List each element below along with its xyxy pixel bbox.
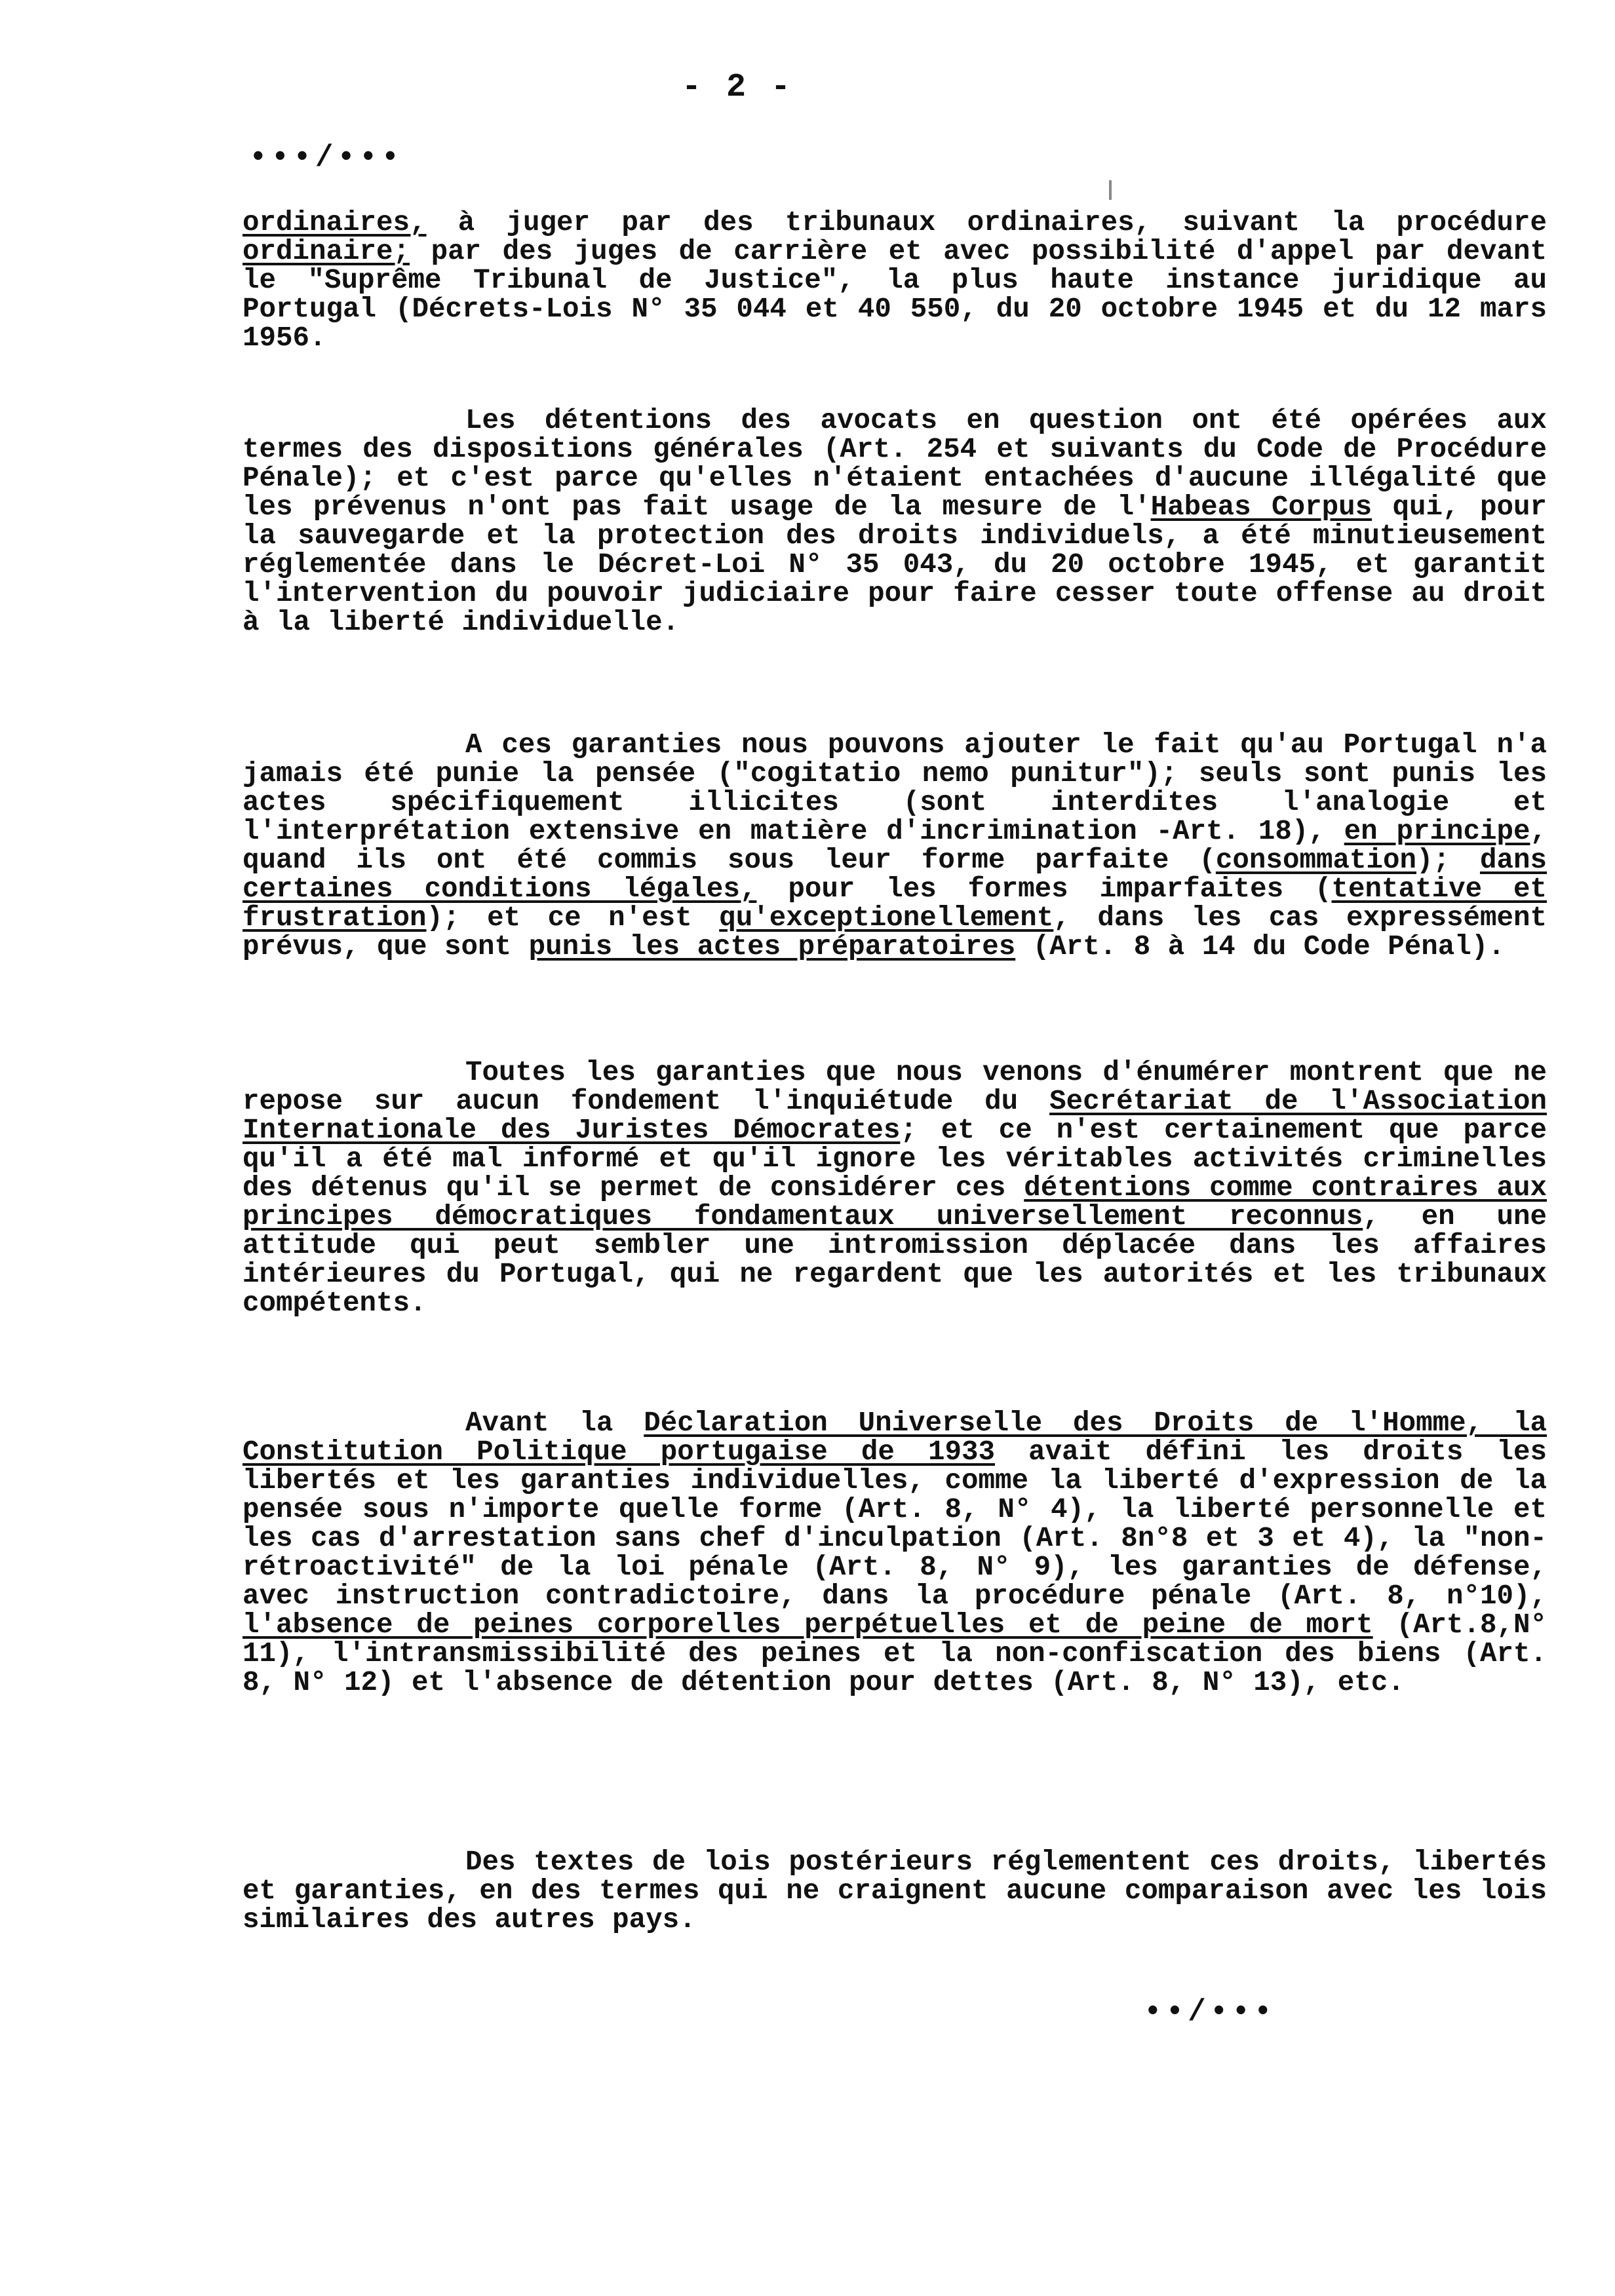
paragraph-text: (Art.8,N° 11), l'intransmissibilité des peines et la non-confiscation des biens (Art. 8, N° 12) et l'absence de détention pour dettes (Art. 8, N° 13), etc. (243, 1609, 1547, 1698)
paragraph-1 (243, 208, 1547, 353)
underlined-text: Déclaration Universelle des Droits de l'Homme, la Constitution Politique portugaise de 1933 (243, 1407, 1547, 1468)
paragraph-text: avait défini les droits les libertés et les garanties individuelles, comme la liberté d'expression de la pensée sous n'importe quelle forme (Art. 8, N° 4), la liberté personnelle et les cas d'arrestation sans chef d'inculpation (Art. 8n°8 et 3 et 4), la "non-rétroactivité" de la loi pénale (Art. 8, N° 9), les garanties de défense, avec instruction contradictoire, dans la procédure pénale (Art. 8, n°10), (243, 1436, 1547, 1612)
continuation-mark-top: •••/••• (249, 141, 404, 175)
underlined-text: ordinaires, (243, 207, 427, 239)
paragraph-text: Des textes de lois postérieurs réglementent ces droits, libertés et garanties, en des termes qui ne craignent aucune comparaison avec les lois similaires des autres pays. (243, 1846, 1547, 1936)
underlined-text: dans certaines conditions légales, (243, 845, 1547, 905)
paragraph-text: Avant la (465, 1407, 644, 1439)
paragraph-5 (243, 1409, 1547, 1697)
paragraph-text: qui, pour la sauvegarde et la protection des droits individuels, a été minutieusement réglementée dans le Décret-Loi N° 35 043, du 20 octobre 1945, et garantit l'intervention du pouvoir judiciaire pour faire cesser toute offense au droit à la liberté individuelle. (243, 491, 1547, 638)
underlined-text: ordinaire; (243, 236, 410, 267)
underlined-text: l'absence de peines corporelles perpétuelles et de peine de mort (243, 1609, 1373, 1641)
paragraph-text: à juger par des tribunaux ordinaires, suivant la procédure (426, 207, 1547, 239)
underlined-text: détentions comme contraires aux principes démocratiques fondamentaux universellement reconnus (243, 1172, 1547, 1233)
paragraph-text: ); (1416, 845, 1480, 876)
underlined-text: punis les actes préparatoires (528, 931, 1016, 963)
paragraph-text: , en une attitude qui peut sembler une intromission déplacée dans les affaires intérieures du Portugal, qui ne regardent que les autorités et les tribunaux compétents. (243, 1201, 1547, 1319)
paragraph-text: , quand ils ont été commis sous leur forme parfaite ( (243, 816, 1547, 876)
underlined-text: Habeas Corpus (1150, 491, 1372, 523)
underlined-text: en principe (1344, 816, 1530, 847)
paragraph-2 (243, 406, 1547, 637)
continuation-mark-bottom: ••/••• (1144, 1995, 1276, 2029)
underlined-text: Secrétariat de l'Association Internationale des Juristes Démocrates (243, 1086, 1547, 1146)
underlined-text: qu'exceptionellement (719, 902, 1054, 934)
paragraph-text: (Art. 8 à 14 du Code Pénal). (1015, 931, 1505, 963)
underlined-text: tentative et frustration (243, 873, 1547, 934)
paragraph-4 (243, 1058, 1547, 1318)
paragraph-text: Toutes les garanties que nous venons d'énumérer montrent que ne repose sur aucun fondement l'inquiétude du (243, 1057, 1547, 1117)
paragraph-text: par des juges de carrière et avec possibilité d'appel par devant le "Suprême Tribunal de Justice", la plus haute instance juridique au Portugal (Décrets-Lois N° 35 044 et 40 550, du 20 octobre 1945 et du 12 mars 1956. (243, 236, 1547, 354)
paragraph-text: ); et ce n'est (426, 902, 720, 934)
paragraph-3 (243, 731, 1547, 961)
paragraph-text: A ces garanties nous pouvons ajouter le fait qu'au Portugal n'a jamais été punie la pensée ("cogitatio nemo punitur"); seuls sont punis les actes spécifiquement illicites (sont interdites l'analogie et l'interprétation extensive en matière d'incrimination -Art. 18), (243, 729, 1547, 847)
paragraph-6 (243, 1848, 1547, 1934)
paragraph-text: Les détentions des avocats en question ont été opérées aux termes des dispositions générales (Art. 254 et suivants du Code de Procédure Pénale); et c'est parce qu'elles n'étaient entachées d'aucune illégalité que les prévenus n'ont pas fait usage de la mesure de l' (243, 405, 1547, 523)
paragraph-text: pour les formes imparfaites ( (756, 873, 1332, 905)
underlined-text: consommation (1215, 845, 1416, 876)
page-number: - 2 - (682, 69, 794, 106)
stray-mark (1109, 180, 1112, 200)
paragraph-text: , dans les cas expressément prévus, que sont (243, 902, 1547, 963)
paragraph-text: ; et ce n'est certainement que parce qu'il a été mal informé et qu'il ignore les véritables activités criminelles des détenus qu'il se permet de considérer ces (243, 1115, 1547, 1204)
